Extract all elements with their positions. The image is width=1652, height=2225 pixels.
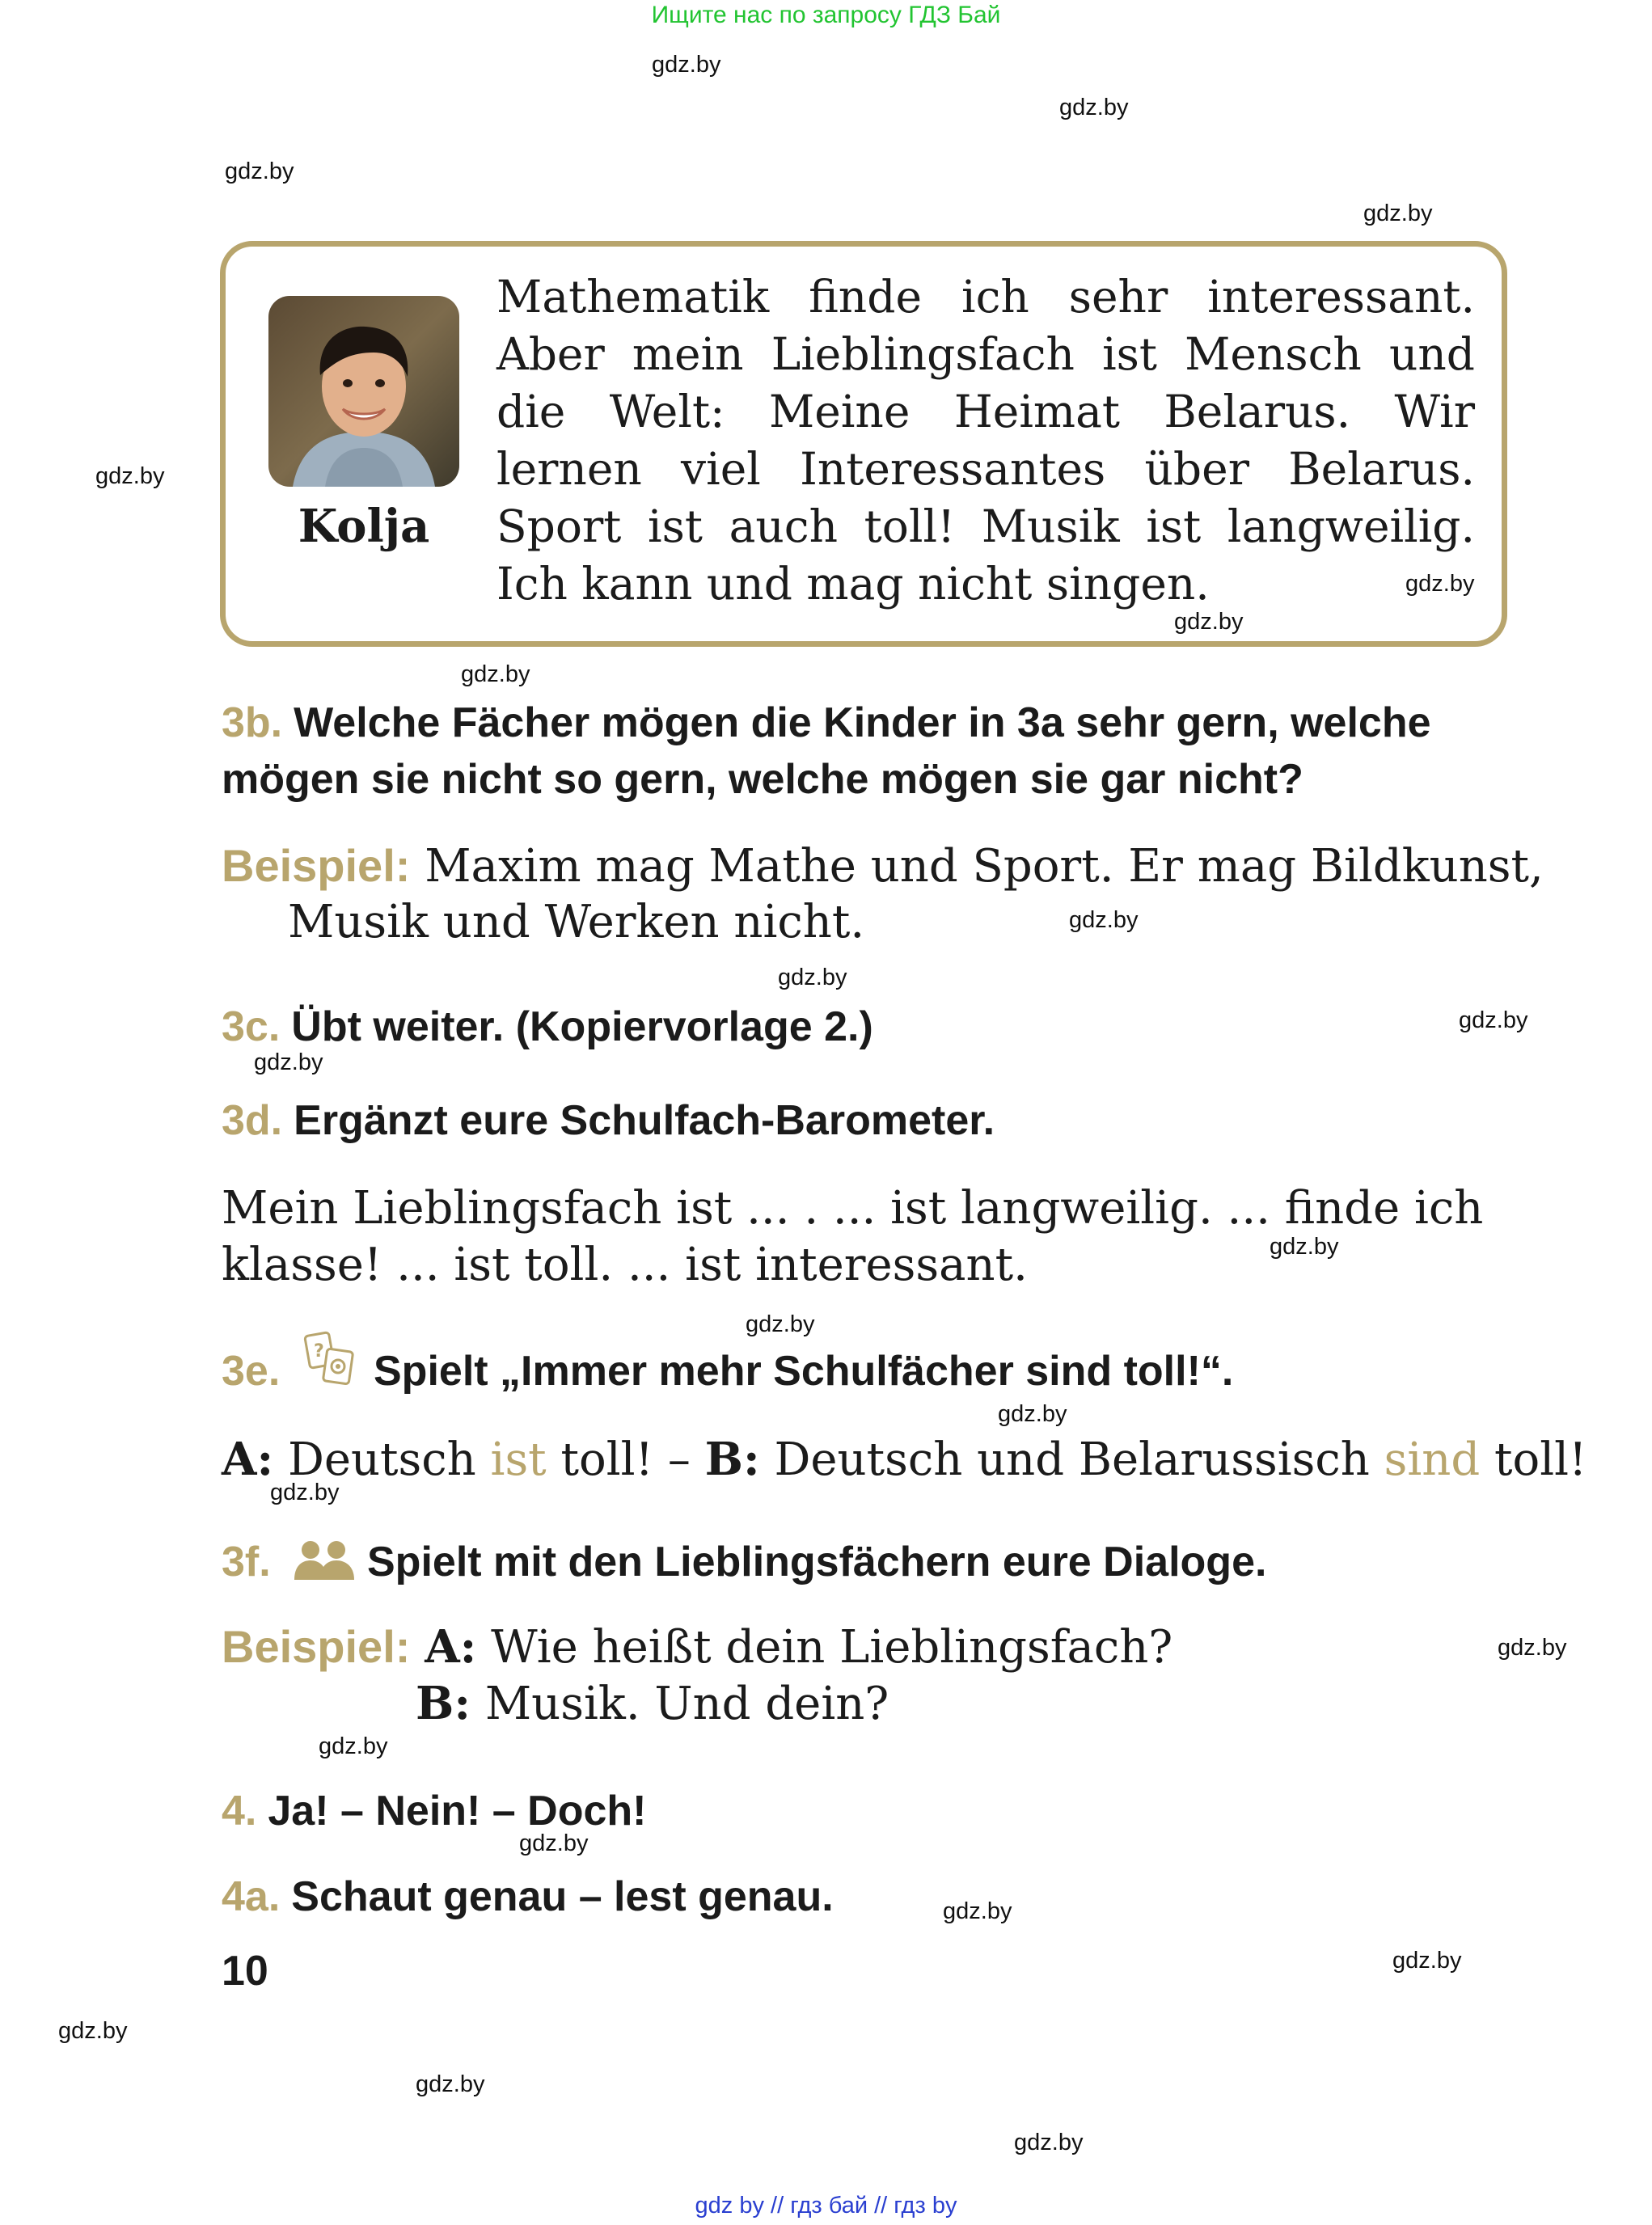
task-3f-number xyxy=(222,1538,282,1586)
speaker-b-label: B: xyxy=(704,1433,760,1486)
example-3e xyxy=(222,1433,1587,1486)
cards-icon xyxy=(302,1331,361,1389)
watermark: gdz.by xyxy=(225,158,294,184)
example-b-post: toll! xyxy=(1494,1433,1587,1486)
watermark: gdz.by xyxy=(1014,2130,1084,2155)
task-3c-heading xyxy=(222,1003,873,1051)
watermark: gdz.by xyxy=(95,463,165,489)
watermark: gdz.by xyxy=(254,1049,323,1075)
watermark: gdz.by xyxy=(1498,1635,1567,1661)
quote-line: Mathematik finde ich sehr interessant. xyxy=(496,271,1475,323)
watermark: gdz.by xyxy=(998,1401,1067,1427)
watermark: gdz.by xyxy=(58,2018,128,2044)
example-a-post: toll! – xyxy=(560,1433,691,1486)
kolja-name: Kolja xyxy=(298,500,430,553)
pair-work-icon xyxy=(293,1539,356,1580)
page-number: 10 xyxy=(222,1948,268,1995)
task-text: Ja! – Nein! – Doch! xyxy=(268,1788,647,1834)
kolja-quote xyxy=(496,268,1475,613)
task-text: Ergänzt eure Schulfach-Barometer. xyxy=(294,1097,995,1144)
task-4a-heading xyxy=(222,1872,834,1921)
speaker-a-label: A: xyxy=(222,1433,274,1486)
svg-text:?: ? xyxy=(314,1341,324,1362)
watermark: gdz.by xyxy=(461,661,530,687)
speaker-a-label: A: xyxy=(425,1620,477,1674)
dialogue-b-text: Musik. Und dein? xyxy=(484,1678,889,1730)
watermark: gdz.by xyxy=(416,2071,485,2097)
quote-line: lernen viel Interessantes über Belarus. xyxy=(496,443,1475,495)
quote-line: Aber mein Lieblingsfach ist Mensch und xyxy=(496,328,1475,380)
speaker-b-label: B: xyxy=(416,1677,471,1730)
quote-line: Sport ist auch toll! Musik ist langweilig. xyxy=(496,500,1475,552)
watermark: gdz.by xyxy=(1069,907,1139,933)
task-number: 3e. xyxy=(222,1348,281,1395)
watermark: gdz.by xyxy=(270,1480,340,1505)
example-text: Maxim mag Mathe und Sport. Er mag Bildkunst, xyxy=(425,840,1544,893)
task-number: 3c. xyxy=(222,1003,281,1050)
task-text: Schaut genau – lest genau. xyxy=(291,1873,834,1920)
task-3f-text: Spielt mit den Lieblingsfächern eure Dialoge. xyxy=(367,1539,1267,1585)
task-number: 3d. xyxy=(222,1097,283,1144)
watermark: gdz.by xyxy=(778,965,847,990)
watermark: gdz.by xyxy=(1174,609,1244,635)
footer-links: gdz by // гдз бай // гдз by xyxy=(695,2193,957,2219)
barometer-sentences-line1: Mein Lieblingsfach ist ... . ... ist langweilig. ... finde ich xyxy=(222,1182,1484,1235)
task-text: Welche Fächer mögen die Kinder in 3a sehr gern, welche xyxy=(294,699,1431,746)
watermark: gdz.by xyxy=(1059,95,1129,120)
dialogue-line-b xyxy=(416,1677,889,1730)
watermark: gdz.by xyxy=(1405,571,1475,597)
watermark: gdz.by xyxy=(1363,201,1433,226)
example-a-verb: ist xyxy=(490,1433,547,1486)
watermark: gdz.by xyxy=(943,1898,1012,1924)
watermark: gdz.by xyxy=(319,1733,388,1759)
example-b-pre: Deutsch und Belarussisch xyxy=(774,1433,1370,1486)
quote-line: Ich kann und mag nicht singen. xyxy=(496,558,1210,610)
example-label: Beispiel: xyxy=(222,1621,411,1672)
task-3b-heading-line2: mögen sie nicht so gern, welche mögen sie gar nicht? xyxy=(222,756,1303,803)
task-3e-number xyxy=(222,1347,291,1395)
watermark: gdz.by xyxy=(652,52,721,78)
task-number: 3b. xyxy=(222,699,283,746)
example-3b-line2: Musik und Werken nicht. xyxy=(288,896,865,948)
quote-line: die Welt: Meine Heimat Belarus. Wir xyxy=(496,386,1475,437)
task-3d-heading xyxy=(222,1096,995,1145)
task-text: Übt weiter. (Kopiervorlage 2.) xyxy=(291,1003,873,1050)
task-number: 4a. xyxy=(222,1873,281,1920)
task-3e-text: Spielt „Immer mehr Schulfächer sind toll!“. xyxy=(374,1348,1234,1395)
dialogue-line-a xyxy=(222,1620,1172,1674)
example-a-pre: Deutsch xyxy=(287,1433,476,1486)
example-label: Beispiel: xyxy=(222,840,411,891)
task-4-heading xyxy=(222,1787,646,1835)
example-3b xyxy=(222,839,1544,893)
task-3b-heading xyxy=(222,699,1431,747)
watermark: gdz.by xyxy=(1459,1007,1528,1033)
task-number: 3f. xyxy=(222,1539,271,1585)
kolja-photo xyxy=(268,296,459,487)
example-b-verb: sind xyxy=(1384,1433,1481,1486)
task-number: 4. xyxy=(222,1788,257,1834)
dialogue-a-text: Wie heißt dein Lieblingsfach? xyxy=(491,1621,1173,1674)
watermark: gdz.by xyxy=(1392,1948,1462,1974)
watermark: gdz.by xyxy=(1270,1234,1339,1260)
promo-banner: Ищите нас по запросу ГДЗ Бай xyxy=(651,2,1001,28)
watermark: gdz.by xyxy=(519,1830,589,1856)
barometer-sentences-line2: klasse! ... ist toll. ... ist interessant. xyxy=(222,1239,1028,1291)
watermark: gdz.by xyxy=(746,1311,815,1337)
